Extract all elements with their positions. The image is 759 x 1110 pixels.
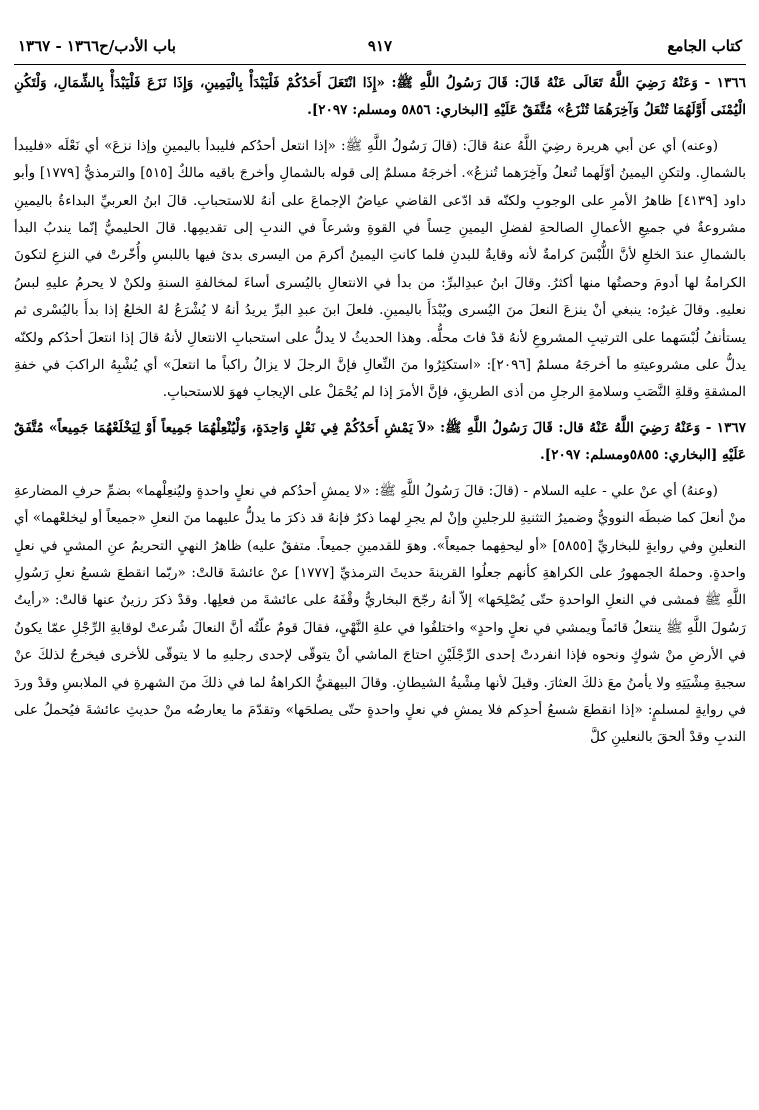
- commentary-1366: (وعنه) أي عن أبي هريرة رضِيَ اللَّهُ عنهُ قالَ: (قالَ رَسُولُ اللَّهِ ﷺ: «إذا انتعل أحدُكم فليبدأ باليمينِ وإذا نزعَ» أي نَعْلَه «فليبدأ بالشمالِ. ولتكنِ اليمينُ أوّلَهما تُنعلُ وآخِرَهما تُنزعُ». أخرجَهُ مسلمٌ إلى قوله بالشمالِ وأخرجَ باقيه مالكٌ [٥١٥] والترمذيُّ [١٧٧٩] وأبو داود [٤١٣٩] ظاهرُ الأمرِ على الوجوبِ ولكنّه قد ادّعى القاضي عياضٌ الإجماعَ على أنهُ للاستحبابِ. قالَ ابنُ العربيِّ البداءةُ باليمينِ مشروعةٌ في جميعِ الأعمالِ الصالحةِ لفضلِ اليمينِ حِساً في القوةِ وشرعاً في الندبِ إلى تقديمِها. قالَ الحليميُّ إنّما يندبُ البدأ بالشمالِ عندَ الخلعِ لأنَّ اللُّبْسَ كرامةٌ لأنه وقايةٌ للبدنِ فلما كانتِ اليمينُ أكرمَ من اليسرى بدئ فيها باللبسِ وأُخّرتْ في النزعِ لتكونَ الكرامةُ لها أدومَ وحصتُها منها أكثرُ. وقالَ ابنُ عبدِالبرِّ: من بدأ في الانتعالِ باليُسرى أساءَ لمخالفةِ السنةِ ولكنْ لا يحرمُ عليهِ لبسُ نعليهِ. وقالَ غيرُه: ينبغي أنْ ينزعَ النعلَ منَ اليُسرى ويُبْدَأَ باليمينِ. فلعلَ ابنَ عبدِ البرِّ يريدُ أنهُ لا يُشْرَعُ لهُ الخلعُ إذا بدأَ باليُسْرى ثم يستأنفُ لُبْسَهما على الترتيبِ المشروعِ لأنهُ قدْ فاتَ محلُّه. وهذا الحديثُ لا يدلُّ على استحبابِ الانتعالِ لأنهُ قالَ إذا انتعلَ أحدُكم ولكنّه يدلُّ على مشروعيتهِ ما أخرجَهُ مسلمٌ [٢٠٩٦]: «استكثِرُوا منَ النِّعالِ فإنَّ الرجلَ لا يزالُ راكباً ما انتعلَ» أي يُشْبِهُ الراكبَ في خفةِ المشقةِ وقلةِ النَّصَبِ وسلامةِ الرجلِ من أذى الطريقِ، فإنَّ الأمرَ إذا لم يُحْمَلْ على الإيجابِ فهوَ للاستحبابِ.: [14, 137, 746, 401]
- page-number: ٩١٧: [367, 37, 393, 55]
- hadith-number: ١٣٦٦: [716, 75, 747, 91]
- hadith-1366: [14, 70, 746, 125]
- hadith-text: - وَعَنْهُ رَضِيَ اللَّهُ تَعَالَى عَنْهُ قَالَ: قَالَ رَسُولُ اللَّهِ ﷺ: «إِذَا انْتَعَلَ أَحَدُكُمْ فَلْيَبْدَأْ بِالْيَمِينِ، وَإِذَا نَزَعَ فَلْيَبْدَأْ بِالشِّمَالِ، وَلْتَكُنِ الْيُمْنَى أَوَّلَهُمَا تُنْعَلُ وَآخِرَهُمَا تُنْزَعُ» مُتَّفَقٌ عَلَيْهِ [البخاري: ٥٨٥٦ ومسلم: ٢٠٩٧].: [14, 75, 746, 119]
- document-page: [14, 0, 746, 1110]
- page-body: [14, 70, 746, 1110]
- hadith-1367: [14, 415, 746, 470]
- chapter-reference: باب الأدب/ح١٣٦٦ - ١٣٦٧: [18, 37, 176, 55]
- hadith-text: - وَعَنْهُ رَضِيَ اللَّهُ عَنْهُ قال: قَالَ رَسُولُ اللَّهِ ﷺ: «لاَ يَمْشِ أَحَدُكُمْ فِي نَعْلٍ وَاحِدَةٍ، وَلْيُنْعِلْهُمَا جَمِيعاً أَوْ لِيَخْلَعْهُمَا جَمِيعاً» مُتَّفَقٌ عَلَيْهِ [البخاري: ٥٨٥٥ومسلم: ٢٠٩٧].: [14, 419, 746, 464]
- commentary-1367: (وعنهُ) أي عنْ علي - عليه السلام - (قالَ: قالَ رَسُولُ اللَّهِ ﷺ: «لا يمشِ أحدُكم في نعلٍ واحدةٍ وليُنعِلْهما» بضمِّ حرفِ المضارعةِ منْ أنعلَ كما ضبطَه النوويُّ وضميرُ التثنيةِ للرجلينِ وإنْ لم يجرِ لهما ذكرٌ فإنهُ قد ذكرَ ما يدلُّ عليهما منَ النعلِ «جميعاً أو ليخلعْهما» أي النعلينِ وفي روايةٍ للبخاريِّ [٥٨٥٥] «أو ليحفِهما جميعاً». وهوَ للقدمينِ جميعاً. متفقٌ عليه) ظاهرُ النهيِ التحريمُ عنِ المشيِ في نعلٍ واحدةٍ. وحملهُ الجمهورُ على الكراهةِ كأنهم جعلُوا القرينةَ حديثَ الترمذيِّ [١٧٧٧] عنْ عائشةَ قالتْ: «ربّما انقطعَ شسعُ نعلِ رَسُولِ اللَّهِ ﷺ فمشى في النعلِ الواحدةِ حتّى يُصْلِحَها» إلاّ أنهُ رجّحَ البخاريُّ وقْفَهُ على عائشةَ من فعلِها. وقدْ ذكرَ رزينٌ عنها قالتْ: «رأيتُ رَسُولَ اللَّهِ ﷺ ينتعلُ قائماً ويمشي في نعلٍ واحدٍ» واختلفُوا في علةِ النَّهْيِ، فقالَ قومٌ علّتُه أنَّ النعالَ شُرعتْ لوقايةِ الرِّجْلِ عمّا يكونُ في الأرضِ منْ شوكٍ ونحوه فإذا انفردتْ إحدى الرِّجْلَيْنِ احتاجَ الماشي أنْ يتوقّى لإحدى رجليهِ ما لا يتوقّى للأخرى فيخرجُ لذلكَ عنْ سجيةِ مِشْيَتِهِ ولا يأمنُ معَ ذلكَ العثارَ. وقيلَ لأنها مِشْيةُ الشيطانِ. وقالَ البيهقيُّ الكراهةُ لما في ذلكَ منَ الشهرةِ في الملابسِ وقدْ وردَ في روايةٍ لمسلمٍ: «إذا انقطعَ شسعُ أحدِكم فلا يمشِ في نعلٍ واحدةٍ حتّى يصلحَها» وتقدّمَ ما يعارضُه منْ حديثِ عائشةَ فيُحملُ على الندبِ وقدْ ألحقَ بالنعلينِ كلَّ: [14, 482, 746, 746]
- book-title: كتاب الجامع: [667, 37, 742, 55]
- page-header: [14, 34, 746, 65]
- hadith-number: ١٣٦٧: [716, 419, 747, 436]
